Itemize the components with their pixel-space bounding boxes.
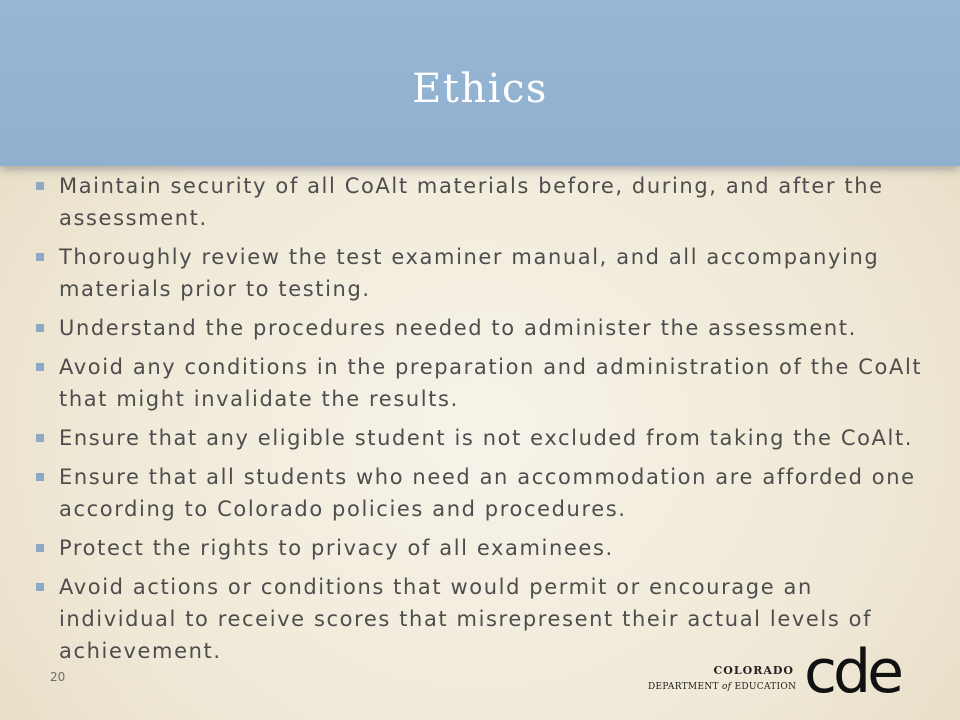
bullet-item xyxy=(36,351,926,415)
square-bullet-icon xyxy=(36,583,44,591)
square-bullet-icon xyxy=(36,253,44,261)
square-bullet-icon xyxy=(36,544,44,552)
logo-department-text: DEPARTMENT of EDUCATION xyxy=(648,682,797,692)
square-bullet-icon xyxy=(36,434,44,442)
bullet-list xyxy=(36,170,926,674)
bullet-text: Understand the procedures needed to administer the assessment. xyxy=(59,316,857,340)
bullet-text: Protect the rights to privacy of all examinees. xyxy=(59,536,614,560)
bullet-item xyxy=(36,241,926,305)
square-bullet-icon xyxy=(36,324,44,332)
page-number: 20 xyxy=(50,670,66,684)
bullet-text: Ensure that all students who need an accommodation are afforded one according to Colorado policies and procedures. xyxy=(59,465,916,521)
slide-title: Ethics xyxy=(412,66,548,112)
bullet-text: Avoid any conditions in the preparation and administration of the CoAlt that might invalidate the results. xyxy=(59,355,923,411)
bullet-text: Avoid actions or conditions that would permit or encourage an individual to receive scores that misrepresent their actual levels of achievement. xyxy=(59,575,873,663)
square-bullet-icon xyxy=(36,363,44,371)
bullet-text: Maintain security of all CoAlt materials before, during, and after the assessment. xyxy=(59,174,884,230)
square-bullet-icon xyxy=(36,473,44,481)
square-bullet-icon xyxy=(36,182,44,190)
cde-logo xyxy=(648,637,928,707)
bullet-item xyxy=(36,461,926,525)
bullet-text: Ensure that any eligible student is not excluded from taking the CoAlt. xyxy=(59,426,914,450)
bullet-item xyxy=(36,422,926,454)
bullet-item xyxy=(36,532,926,564)
logo-colorado-text: COLORADO xyxy=(713,664,794,677)
cde-logo-mark: cde xyxy=(804,637,900,707)
bullet-text: Thoroughly review the test examiner manual, and all accompanying materials prior to testing. xyxy=(59,245,880,301)
bullet-item xyxy=(36,170,926,234)
bullet-item xyxy=(36,312,926,344)
title-banner xyxy=(0,0,960,166)
bullet-item xyxy=(36,571,926,667)
